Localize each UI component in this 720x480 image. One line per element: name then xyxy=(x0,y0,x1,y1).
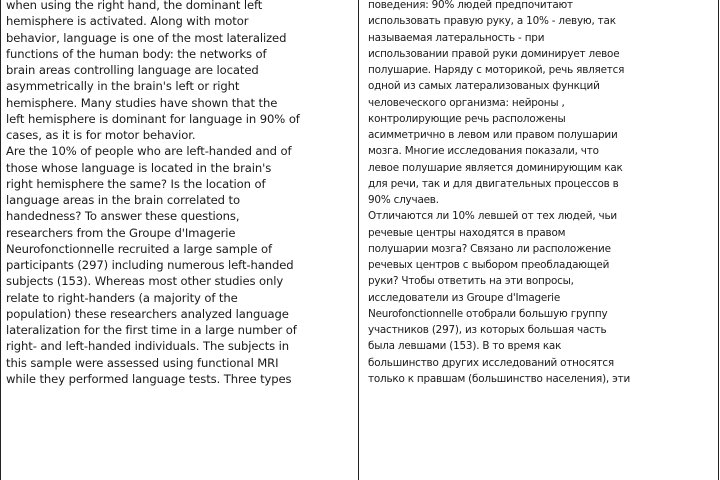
russian-text-line: контролирующие речь расположены xyxy=(368,112,566,125)
russian-text-line: большинство других исследований относятся xyxy=(368,356,614,369)
russian-text-line: мозга. Многие исследования показали, что xyxy=(368,145,599,158)
russian-text-line: была левшами (153). В то время как xyxy=(368,340,562,353)
russian-text-line: полушарии мозга? Связано ли расположение xyxy=(368,242,611,255)
russian-text-line: только к правшам (большинство населения), эти xyxy=(368,372,631,385)
english-text-line: Are the 10% of people who are left-handed and of xyxy=(6,144,292,159)
english-text-line: participants (297) including numerous left-handed xyxy=(6,258,294,272)
english-text-line: population) these researchers analyzed language xyxy=(6,306,289,321)
russian-text-line: называемая латеральность - при xyxy=(368,31,545,44)
column-divider xyxy=(358,0,359,480)
english-text-line: those whose language is located in the brain's xyxy=(6,160,272,175)
russian-text-line: одной из самых латерализованых функций xyxy=(368,80,600,93)
english-text-line: functions of the human body: the networks of xyxy=(6,46,267,61)
english-text-line: handedness? To answer these questions, xyxy=(6,209,240,224)
russian-text-line: руки? Чтобы ответить на эти вопросы, xyxy=(368,275,574,288)
russian-text-line: исследователи из Groupe d'Imagerie xyxy=(368,291,561,304)
english-text-line: this sample were assessed using functional MRI xyxy=(6,355,279,370)
russian-text-line: для речи, так и для двигательных процессов в xyxy=(368,177,619,190)
english-text-line: asymmetrically in the brain's left or right xyxy=(6,79,240,94)
english-text-column xyxy=(6,0,356,480)
russian-text-line: использовать правую руку, а 10% - левую, так xyxy=(368,15,616,28)
english-text-line: lateralization for the first time in a large number of xyxy=(6,323,297,337)
english-text-line: right- and left-handed individuals. The subjects in xyxy=(6,339,290,354)
english-text-line: behavior, language is one of the most lateralized xyxy=(6,30,287,45)
russian-text-column xyxy=(368,0,714,480)
russian-text-line: Neurofonctionnelle отобрали большую группу xyxy=(368,307,608,320)
russian-text-line: поведения: 90% людей предпочитают xyxy=(368,0,573,11)
russian-text-line: речевых центров с выбором преобладающей xyxy=(368,259,610,271)
english-text-line: hemisphere. Many studies have shown that the xyxy=(6,95,278,110)
english-text-line: while they performed language tests. Three types xyxy=(6,371,292,386)
russian-text-line: левое полушарие является доминирующим как xyxy=(368,161,623,174)
english-text-line: language areas in the brain correlated to xyxy=(6,193,240,207)
english-text-line: Neurofonctionnelle recruited a large sample of xyxy=(6,241,272,256)
english-text-line: when using the right hand, the dominant left xyxy=(6,0,263,12)
english-text-line: relate to right-handers (a majority of the xyxy=(6,290,238,305)
russian-text-line: Отличаются ли 10% левшей от тех людей, чьи xyxy=(368,210,617,223)
russian-text-line: асимметрично в левом или правом полушарии xyxy=(368,129,618,141)
english-text-line: researchers from the Groupe d'Imagerie xyxy=(6,225,236,240)
english-text-line: right hemisphere the same? Is the location of xyxy=(6,176,266,191)
english-text-line: cases, as it is for motor behavior. xyxy=(6,128,196,142)
russian-text-line: участников (297), из которых большая часть xyxy=(368,324,607,336)
russian-text-line: использовании правой руки доминирует левое xyxy=(368,47,620,60)
russian-text-line: речевые центры находятся в правом xyxy=(368,226,566,239)
russian-text-line: 90% случаев. xyxy=(368,194,439,206)
english-text-line: subjects (153). Whereas most other studies only xyxy=(6,274,284,289)
russian-text-line: человеческого организма: нейроны , xyxy=(368,96,565,109)
english-text-line: hemisphere is activated. Along with motor xyxy=(6,14,249,29)
russian-text-line: полушарие. Наряду с моторикой, речь является xyxy=(368,64,625,76)
english-text-line: left hemisphere is dominant for language in 90% of xyxy=(6,111,300,126)
english-text-line: brain areas controlling language are located xyxy=(6,63,259,77)
